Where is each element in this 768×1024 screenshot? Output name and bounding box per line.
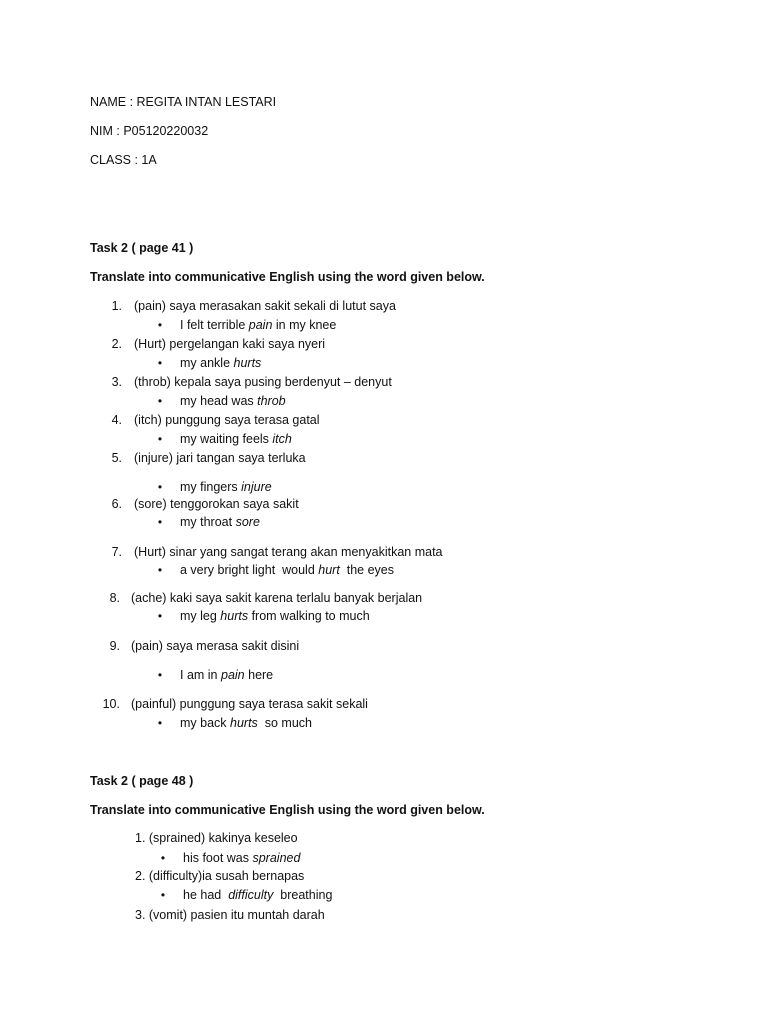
bullet-icon: •: [157, 716, 163, 730]
bullet-icon: •: [157, 432, 163, 446]
answer-text: so much: [257, 716, 312, 730]
item-number: 9.: [109, 639, 120, 653]
answer-text: a very bright light would: [180, 563, 319, 577]
item-prompt: (painful) punggung saya terasa sakit sekali: [131, 697, 368, 711]
task2-instruction: Translate into communicative English using the word given below.: [90, 803, 485, 817]
answer-text: he had: [183, 888, 229, 902]
item-number: 5.: [111, 451, 122, 465]
item-number: 2.: [111, 337, 122, 351]
answer-keyword: pain: [221, 668, 245, 682]
task2-title: Task 2 ( page 48 ): [90, 774, 194, 788]
item-prompt: (throb) kepala saya pusing berdenyut – denyut: [134, 375, 392, 389]
student-class: CLASS : 1A: [90, 153, 157, 167]
bullet-icon: •: [157, 668, 163, 682]
task1-title: Task 2 ( page 41 ): [90, 241, 194, 255]
answer-text: my back: [180, 716, 231, 730]
answer-keyword: hurts: [230, 716, 258, 730]
answer-text: my ankle: [180, 356, 234, 370]
student-nim: NIM : P05120220032: [90, 124, 209, 138]
answer-text: I felt terrible: [180, 318, 249, 332]
task1-instruction: Translate into communicative English using the word given below.: [90, 270, 485, 284]
answer-text: here: [244, 668, 274, 682]
answer-keyword: throb: [257, 394, 286, 408]
answer-keyword: hurts: [220, 609, 249, 623]
answer-text: I am in: [180, 668, 221, 682]
item-prompt: (sore) tenggorokan saya sakit: [134, 497, 299, 511]
item-number: 3.: [111, 375, 122, 389]
answer-keyword: difficulty: [228, 888, 274, 902]
answer-keyword: hurt: [318, 563, 340, 577]
item-number: 4.: [111, 413, 122, 427]
answer-keyword: itch: [272, 432, 292, 446]
answer-text: my waiting feels: [180, 432, 273, 446]
item-number: 1.: [111, 299, 122, 313]
student-name: NAME : REGITA INTAN LESTARI: [90, 95, 277, 109]
answer-keyword: sprained: [252, 851, 301, 865]
list-item-prompt: 3. (vomit) pasien itu muntah darah: [135, 908, 325, 922]
answer-text: my throat: [180, 515, 236, 529]
answer-text: my leg: [180, 609, 221, 623]
item-number: 10.: [102, 697, 120, 711]
item-prompt: (pain) saya merasakan sakit sekali di lutut saya: [134, 299, 396, 313]
answer-text: my fingers: [180, 480, 242, 494]
answer-text: in my knee: [272, 318, 337, 332]
item-number: 7.: [111, 545, 122, 559]
answer-keyword: pain: [248, 318, 273, 332]
item-prompt: (ache) kaki saya sakit karena terlalu banyak berjalan: [131, 591, 423, 605]
item-prompt: (Hurt) sinar yang sangat terang akan menyakitkan mata: [134, 545, 443, 559]
item-prompt: (injure) jari tangan saya terluka: [134, 451, 306, 465]
bullet-icon: •: [157, 318, 163, 332]
answer-text: his foot was: [183, 851, 253, 865]
item-prompt: (pain) saya merasa sakit disini: [131, 639, 300, 653]
answer-keyword: hurts: [233, 356, 262, 370]
item-number: 8.: [109, 591, 120, 605]
answer-text: from walking to much: [248, 609, 370, 623]
list-item-prompt: 2. (difficulty)ia susah bernapas: [135, 869, 305, 883]
bullet-icon: •: [157, 563, 163, 577]
bullet-icon: •: [157, 515, 163, 529]
item-number: 6.: [111, 497, 122, 511]
item-prompt: (itch) punggung saya terasa gatal: [134, 413, 320, 427]
bullet-icon: •: [160, 851, 166, 865]
bullet-icon: •: [160, 888, 166, 902]
answer-text: breathing: [273, 888, 333, 902]
answer-keyword: injure: [241, 480, 272, 494]
answer-text: my head was: [180, 394, 258, 408]
bullet-icon: •: [157, 609, 163, 623]
answer-keyword: sore: [235, 515, 260, 529]
answer-text: the eyes: [339, 563, 395, 577]
bullet-icon: •: [157, 394, 163, 408]
list-item-prompt: 1. (sprained) kakinya keseleo: [135, 831, 298, 845]
bullet-icon: •: [157, 480, 163, 494]
item-prompt: (Hurt) pergelangan kaki saya nyeri: [134, 337, 326, 351]
bullet-icon: •: [157, 356, 163, 370]
